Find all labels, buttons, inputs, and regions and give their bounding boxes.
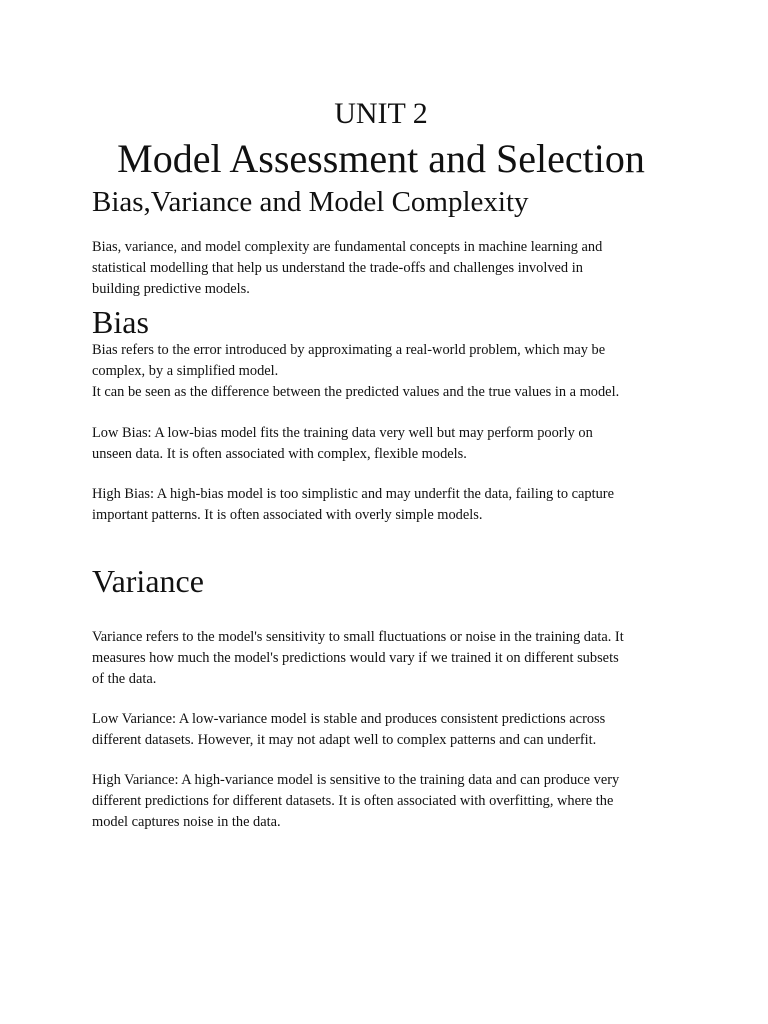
high-variance-paragraph — [92, 770, 677, 833]
bias-definition — [92, 340, 677, 403]
high-variance-line: model captures noise in the data. — [92, 814, 281, 830]
subtitle: Bias,Variance and Model Complexity — [92, 186, 529, 218]
high-bias-line: important patterns. It is often associated with overly simple models. — [92, 507, 483, 523]
bias-definition-line: complex, by a simplified model. — [92, 363, 279, 379]
high-bias-paragraph — [92, 484, 677, 526]
variance-heading: Variance — [92, 563, 204, 599]
intro-paragraph — [92, 237, 677, 300]
bias-heading: Bias — [92, 304, 149, 340]
low-variance-paragraph — [92, 709, 677, 751]
high-variance-line: different predictions for different datasets. It is often associated with overfitting, where the — [92, 793, 614, 809]
unit-title: UNIT 2 — [334, 97, 428, 130]
bias-definition-line: It can be seen as the difference between the predicted values and the true values in a model. — [92, 384, 620, 400]
main-title: Model Assessment and Selection — [117, 136, 645, 181]
intro-line: building predictive models. — [92, 281, 250, 297]
variance-definition-line: Variance refers to the model's sensitivity to small fluctuations or noise in the training data. It — [92, 629, 624, 645]
variance-definition-line: measures how much the model's predictions would vary if we trained it on different subsets — [92, 650, 619, 666]
variance-definition — [92, 627, 677, 690]
bias-definition-line: Bias refers to the error introduced by approximating a real-world problem, which may be — [92, 342, 606, 358]
low-variance-line: different datasets. However, it may not adapt well to complex patterns and can underfit. — [92, 732, 597, 748]
low-bias-line: Low Bias: A low-bias model fits the training data very well but may perform poorly on — [92, 425, 593, 441]
high-bias-line: High Bias: A high-bias model is too simplistic and may underfit the data, failing to capture — [92, 486, 614, 502]
intro-line: Bias, variance, and model complexity are fundamental concepts in machine learning and — [92, 239, 603, 255]
low-bias-paragraph — [92, 423, 677, 465]
high-variance-line: High Variance: A high-variance model is sensitive to the training data and can produce very — [92, 772, 620, 788]
low-variance-line: Low Variance: A low-variance model is stable and produces consistent predictions across — [92, 711, 606, 727]
intro-line: statistical modelling that help us understand the trade-offs and challenges involved in — [92, 260, 583, 276]
variance-definition-line: of the data. — [92, 671, 157, 687]
low-bias-line: unseen data. It is often associated with complex, flexible models. — [92, 446, 467, 462]
